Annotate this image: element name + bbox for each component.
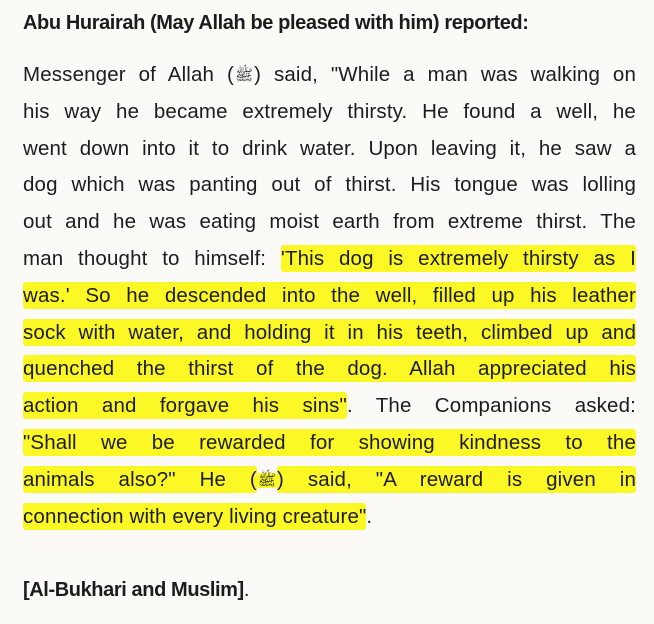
reference-period: . [243,579,249,601]
hadith-text [23,60,636,538]
reference-text: [Al-Bukhari and Muslim] [23,579,244,601]
hadith-line: went down into it to drink water. Upon leaving it, he saw a [23,136,636,160]
hadith-line [23,465,636,502]
hadith-line [23,354,636,391]
highlighted-text: animals also?" He ( [23,467,257,491]
highlighted-text: action and forgave his sins" [23,394,347,418]
hadith-line [23,60,636,97]
salawat-icon: ﷺ [257,471,277,489]
hadith-text-segment: man thought to himself: [23,246,281,270]
hadith-text-segment: . [366,504,373,528]
highlighted-text: ) said, "A reward is given in [277,467,636,491]
hadith-line [23,318,636,355]
hadith-line [23,281,636,318]
hadith-line [23,244,636,281]
highlighted-text: "Shall we be rewarded for showing kindness to the [23,430,636,454]
highlighted-text: quenched the thirst of the dog. Allah appreciated his [23,357,636,381]
hadith-text-segment: ) said, "While a man was walking on [254,63,636,86]
source-reference [23,575,249,605]
hadith-line: dog which was panting out of thirst. His tongue was lolling [23,173,636,197]
hadith-line: his way he became extremely thirsty. He found a well, he [23,99,636,123]
hadith-line [23,428,636,465]
hadith-line [23,502,636,539]
highlighted-text: connection with every living creature" [23,504,367,528]
hadith-text-segment: Messenger of Allah ( [23,63,234,86]
highlighted-text: was.' So he descended into the well, filled up his leather [23,283,636,307]
salawat-icon: ﷺ [234,67,254,84]
highlighted-text: 'This dog is extremely thirsty as I [280,246,637,270]
hadith-line: out and he was eating moist earth from extreme thirst. The [23,210,636,234]
hadith-text-segment: . The Companions asked: [346,394,636,418]
hadith-line [23,391,636,428]
narrator-heading: Abu Hurairah (May Allah be pleased with him) reported: [23,12,529,34]
highlighted-text: sock with water, and holding it in his teeth, climbed up and [23,320,636,344]
